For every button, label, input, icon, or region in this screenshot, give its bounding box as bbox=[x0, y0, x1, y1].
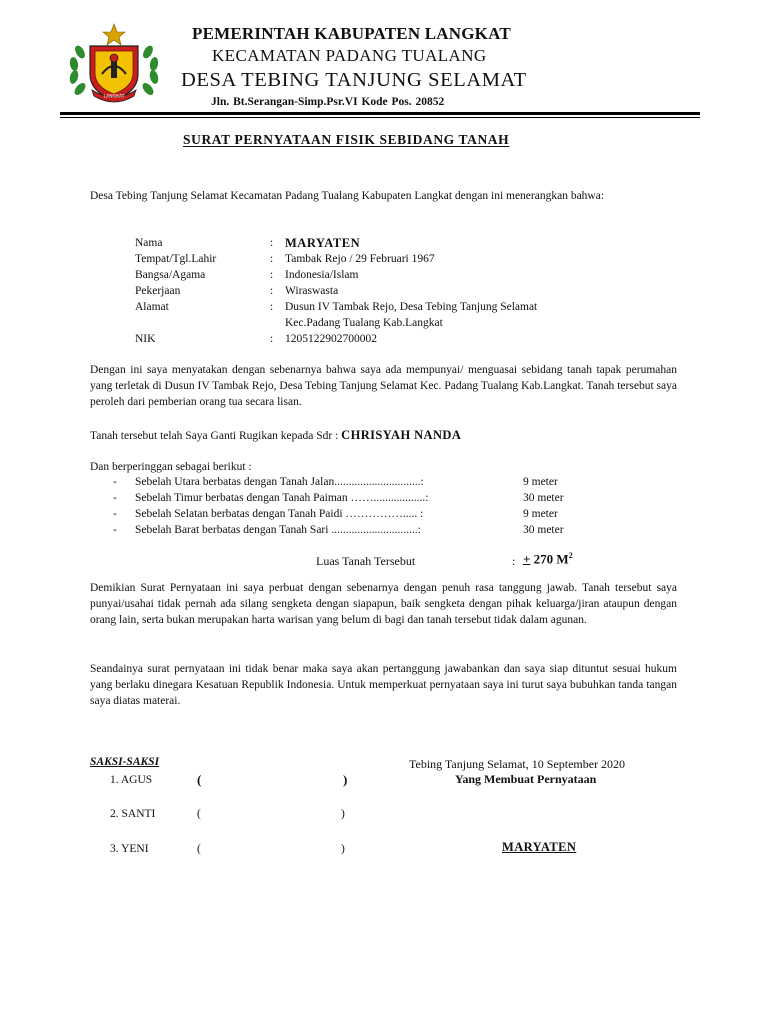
border-west-value: 30 meter bbox=[523, 524, 564, 536]
border-south-dots: ……………..... : bbox=[342, 508, 424, 520]
border-south-text: Sebelah Selatan berbatas dengan Tanah Paidi bbox=[135, 508, 343, 520]
border-east-text: Sebelah Timur berbatas dengan Tanah Paiman bbox=[135, 492, 348, 504]
agama-value: Indonesia/Islam bbox=[285, 269, 359, 281]
witness-1-open-paren: ( bbox=[197, 772, 202, 787]
border-north bbox=[135, 476, 424, 488]
witness-2-name: 2. SANTI bbox=[110, 808, 156, 820]
pekerjaan-label: Pekerjaan bbox=[135, 285, 181, 297]
letterhead-subdistrict: KECAMATAN PADANG TUALANG bbox=[212, 46, 487, 65]
letterhead-rule-thin bbox=[60, 117, 700, 118]
agama-label: Bangsa/Agama bbox=[135, 269, 206, 281]
border-north-dots: ..............................: bbox=[334, 476, 424, 488]
border-west-text: Sebelah Barat berbatas dengan Tanah Sari bbox=[135, 524, 329, 536]
border-south-value: 9 meter bbox=[523, 508, 558, 520]
witness-1-close-paren: ) bbox=[343, 772, 348, 787]
border-west bbox=[135, 524, 421, 536]
pekerjaan-value: Wiraswasta bbox=[285, 285, 339, 297]
nama-label: Nama bbox=[135, 237, 163, 249]
nama-value: MARYATEN bbox=[285, 236, 361, 250]
ttl-value: Tambak Rejo / 29 Februari 1967 bbox=[285, 253, 435, 265]
border-east-value: 30 meter bbox=[523, 492, 564, 504]
alamat-value-line2: Kec.Padang Tualang Kab.Langkat bbox=[285, 317, 443, 329]
ganti-rugi-line bbox=[90, 427, 461, 444]
ganti-rugi-text: Tanah tersebut telah Saya Ganti Rugikan kepada Sdr : bbox=[90, 430, 342, 442]
letterhead-rule-thick bbox=[60, 112, 700, 115]
witness-3-open-paren: ( bbox=[197, 843, 201, 855]
area-unit-sup: 2 bbox=[568, 551, 573, 560]
alamat-label: Alamat bbox=[135, 301, 169, 313]
statement-paragraph: Dengan ini saya menyatakan dengan sebenarnya bahwa saya ada mempunyai/ menguasai sebidang tanah tapak perumahan yang terletak di Dusun IV Tambak Rejo, Desa Tebing Tanjung Selamat Kec. Padang Tualang Kab.Langkat. Tanah tersebut saya peroleh dari pemberian orang tua secara lisan. bbox=[90, 364, 677, 409]
witness-2-open-paren: ( bbox=[197, 808, 201, 820]
border-dash: - bbox=[113, 524, 117, 536]
pekerjaan-colon: : bbox=[270, 285, 274, 297]
area-label: Luas Tanah Tersebut bbox=[316, 554, 416, 568]
witness-2-close-paren: ) bbox=[341, 808, 345, 820]
logo-ribbon-text: LANGKAT bbox=[103, 94, 125, 100]
area-colon: : bbox=[512, 554, 516, 568]
border-dash: - bbox=[113, 492, 117, 504]
witness-3-name: 3. YENI bbox=[110, 843, 149, 855]
nik-label: NIK bbox=[135, 333, 156, 345]
nama-colon: : bbox=[270, 237, 274, 249]
intro-paragraph: Desa Tebing Tanjung Selamat Kecamatan Padang Tualang Kabupaten Langkat dengan ini menerangkan bahwa: bbox=[90, 190, 605, 202]
ttl-colon: : bbox=[270, 253, 274, 265]
letterhead-address: Jln. Bt.Serangan-Simp.Psr.VI Kode Pos. 20852 bbox=[211, 96, 445, 108]
border-north-value: 9 meter bbox=[523, 476, 558, 488]
closing-paragraph-2: Seandainya surat pernyataan ini tidak benar maka saya akan pertanggung jawabankan dan saya siap dituntut sesuai hukum yang berlaku dinegara Kesatuan Republik Indonesia. Untuk memperkuat pernyataan saya ini turut saya bubuhkan tanda tangan saya diatas materai. bbox=[90, 663, 677, 708]
area-plus-minus: + bbox=[523, 551, 531, 567]
maker-label: Yang Membuat Pernyataan bbox=[455, 772, 597, 786]
border-east bbox=[135, 492, 428, 504]
witness-3-close-paren: ) bbox=[341, 843, 345, 855]
area-value bbox=[523, 551, 573, 567]
letterhead-village: DESA TEBING TANJUNG SELAMAT bbox=[181, 69, 527, 91]
ganti-rugi-name: CHRISYAH NANDA bbox=[341, 428, 462, 442]
border-south bbox=[135, 508, 423, 520]
witness-1-name: 1. AGUS bbox=[110, 774, 153, 786]
borders-intro: Dan berperinggan sebagai berikut : bbox=[90, 461, 252, 473]
ttl-label: Tempat/Tgl.Lahir bbox=[135, 253, 217, 265]
border-west-dots: ..............................: bbox=[328, 524, 421, 536]
border-dash: - bbox=[113, 476, 117, 488]
nik-value: 1205122902700002 bbox=[285, 333, 377, 345]
agama-colon: : bbox=[270, 269, 274, 281]
border-north-text: Sebelah Utara berbatas dengan Tanah Jalan bbox=[135, 476, 335, 488]
area-number: 270 M bbox=[530, 551, 569, 567]
border-east-dots: ……..................: bbox=[347, 492, 429, 504]
border-dash: - bbox=[113, 508, 117, 520]
maker-name: MARYATEN bbox=[502, 840, 577, 854]
nik-colon: : bbox=[270, 333, 274, 345]
langkat-emblem-logo bbox=[62, 22, 166, 104]
letterhead-government: PEMERINTAH KABUPATEN LANGKAT bbox=[192, 24, 511, 43]
alamat-value-line1: Dusun IV Tambak Rejo, Desa Tebing Tanjung Selamat bbox=[285, 301, 538, 313]
alamat-colon: : bbox=[270, 301, 274, 313]
closing-paragraph-1: Demikian Surat Pernyataan ini saya perbuat dengan sebenarnya dengan penuh rasa tanggung jawab. Tanah tersebut saya punyai/usahai tidak pernah ada silang sengketa dengan siapapun, baik sengketa dengan pihak keluarga/jiran ataupun dengan orang lain, serta bukan merupakan harta warisan yang belum di bagi dan tanah tersebut tidak dalam agunan. bbox=[90, 582, 677, 627]
document-title: SURAT PERNYATAAN FISIK SEBIDANG TANAH bbox=[183, 132, 510, 147]
place-date: Tebing Tanjung Selamat, 10 September 2020 bbox=[409, 757, 626, 771]
saksi-label: SAKSI-SAKSI bbox=[90, 756, 160, 768]
